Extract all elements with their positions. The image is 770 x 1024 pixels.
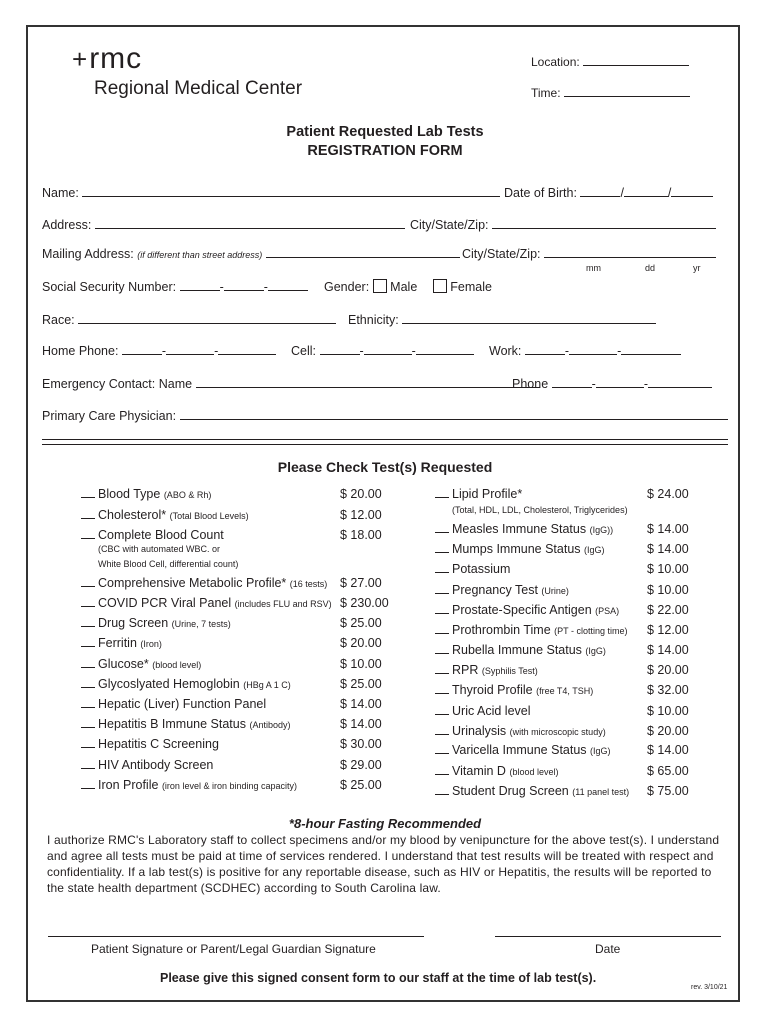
test-note: (PT - clotting time) [554, 626, 628, 636]
test-name: HIV Antibody Screen [98, 758, 214, 772]
test-price: $ 12.00 [647, 623, 689, 637]
test-checkbox-blank[interactable] [435, 603, 449, 614]
test-name: Rubella Immune Status [452, 643, 582, 657]
revision-date: rev. 3/10/21 [691, 984, 728, 991]
test-checkbox-blank[interactable] [81, 576, 95, 587]
test-name: Thyroid Profile [452, 683, 533, 697]
test-price: $ 29.00 [340, 758, 382, 772]
test-option[interactable] [435, 683, 593, 697]
emergency-phone-field[interactable]: Phone - - [512, 376, 712, 391]
test-option[interactable] [435, 542, 605, 556]
test-price: $ 27.00 [340, 576, 382, 590]
test-note: (blood level) [509, 767, 559, 777]
test-name: COVID PCR Viral Panel [98, 596, 232, 610]
test-price: $ 20.00 [340, 487, 382, 501]
test-name: Glycoslyated Hemoglobin [98, 677, 240, 691]
test-option[interactable] [435, 623, 628, 637]
test-checkbox-blank[interactable] [435, 764, 449, 775]
test-option[interactable] [435, 724, 606, 738]
female-checkbox[interactable] [433, 279, 447, 293]
test-name: Comprehensive Metabolic Profile* [98, 576, 287, 590]
test-checkbox-blank[interactable] [435, 743, 449, 754]
test-option[interactable] [435, 663, 538, 677]
test-checkbox-blank[interactable] [81, 596, 95, 607]
test-name: RPR [452, 663, 479, 677]
test-name: Uric Acid level [452, 704, 531, 718]
test-price: $ 230.00 [340, 596, 389, 610]
test-note: (IgG) [585, 646, 606, 656]
test-option[interactable] [81, 657, 201, 671]
test-checkbox-blank[interactable] [435, 542, 449, 553]
test-price: $ 32.00 [647, 683, 689, 697]
test-price: $ 22.00 [647, 603, 689, 617]
test-name: Complete Blood Count [98, 528, 224, 542]
test-price: $ 14.00 [647, 743, 689, 757]
ssn-field[interactable]: Social Security Number: - - [42, 279, 308, 294]
test-note: (11 panel test) [572, 787, 630, 797]
test-option[interactable] [435, 583, 569, 597]
test-checkbox-blank[interactable] [81, 758, 95, 769]
test-option[interactable] [435, 562, 510, 576]
test-price: $ 14.00 [647, 522, 689, 536]
test-price: $ 20.00 [647, 724, 689, 738]
test-price: $ 25.00 [340, 778, 382, 792]
test-name: Student Drug Screen [452, 784, 569, 798]
test-note: (Urine) [541, 586, 569, 596]
test-option[interactable] [81, 596, 332, 610]
test-note: (IgG)) [589, 525, 614, 535]
test-checkbox-blank[interactable] [81, 657, 95, 668]
test-name: Potassium [452, 562, 511, 576]
test-price: $ 14.00 [340, 697, 382, 711]
test-price: $ 30.00 [340, 737, 382, 751]
test-name: Prostate-Specific Antigen [452, 603, 592, 617]
gender-field: Gender: Male Female [324, 280, 492, 294]
test-price: $ 10.00 [647, 583, 689, 597]
test-name: Mumps Immune Status [452, 542, 581, 556]
test-checkbox-blank[interactable] [81, 737, 95, 748]
name-field[interactable]: Name: [42, 185, 500, 200]
cbc-note: (CBC with automated WBC. or [98, 544, 221, 554]
test-checkbox-blank[interactable] [435, 704, 449, 715]
test-name: Measles Immune Status [452, 522, 587, 536]
test-note: (includes FLU and RSV) [234, 599, 332, 609]
test-checkbox-blank[interactable] [435, 522, 449, 533]
test-option[interactable] [81, 487, 211, 501]
home-phone-field[interactable]: Home Phone: - - [42, 343, 276, 358]
test-note: (Total Blood Levels) [169, 511, 249, 521]
test-name: Blood Type [98, 487, 161, 501]
test-price: $ 14.00 [340, 717, 382, 731]
test-option[interactable] [81, 508, 249, 522]
test-price: $ 20.00 [340, 636, 382, 650]
dob-dd-label: dd [645, 263, 656, 273]
city-state-zip-field[interactable]: City/State/Zip: [410, 217, 716, 232]
test-note: (iron level & iron binding capacity) [161, 781, 298, 791]
test-name: Drug Screen [98, 616, 169, 630]
logo-subtitle: Regional Medical Center [94, 78, 303, 99]
test-option[interactable] [81, 778, 297, 792]
form-title: Patient Requested Lab Tests [286, 124, 484, 140]
work-phone-field[interactable]: Work: - - [489, 343, 681, 358]
test-note: (Iron) [140, 639, 162, 649]
test-checkbox-blank[interactable] [81, 508, 95, 519]
test-price: $ 14.00 [647, 643, 689, 657]
test-note: (Antibody) [249, 720, 291, 730]
rmc-logo: +rmc [72, 42, 143, 75]
test-checkbox-blank[interactable] [81, 528, 95, 539]
location-field[interactable]: Location: [531, 54, 689, 69]
fasting-note: *8-hour Fasting Recommended [288, 816, 482, 831]
test-name: Ferritin [98, 636, 137, 650]
cell-phone-field[interactable]: Cell: - - [291, 343, 474, 358]
test-price: $ 18.00 [340, 528, 382, 542]
lipid-note: (Total, HDL, LDL, Cholesterol, Triglycerides) [452, 505, 628, 515]
signature-label: Patient Signature or Parent/Legal Guardian Signature [91, 942, 376, 956]
ethnicity-field[interactable]: Ethnicity: [348, 312, 656, 327]
test-checkbox-blank[interactable] [435, 623, 449, 634]
test-note: (ABO & Rh) [163, 490, 212, 500]
test-option[interactable] [81, 737, 219, 751]
test-name: Prothrombin Time [452, 623, 551, 637]
test-price: $ 10.00 [340, 657, 382, 671]
consent-line: I authorize RMC's Laboratory staff to collect specimens and/or my blood by venipuncture for the above test(s). I understand [47, 833, 720, 847]
form-subtitle: REGISTRATION FORM [307, 143, 463, 159]
mailing-address-field[interactable]: Mailing Address: (if different than street address) [42, 246, 460, 261]
test-note: (free T4, TSH) [536, 686, 594, 696]
test-note: (IgG) [590, 746, 611, 756]
test-checkbox-blank[interactable] [435, 663, 449, 674]
test-checkbox-blank[interactable] [81, 636, 95, 647]
address-field[interactable]: Address: [42, 217, 405, 232]
test-note: (16 tests) [289, 579, 328, 589]
time-field[interactable]: Time: [531, 85, 690, 100]
test-option[interactable] [435, 764, 558, 778]
test-note: (PSA) [595, 606, 620, 616]
date-label: Date [595, 942, 621, 956]
test-option[interactable] [435, 643, 606, 657]
test-checkbox-blank[interactable] [81, 778, 95, 789]
test-option[interactable] [81, 576, 327, 590]
test-name: Cholesterol* [98, 508, 167, 522]
divider [42, 444, 728, 445]
test-checkbox-blank[interactable] [435, 562, 449, 573]
test-option[interactable] [81, 616, 231, 630]
test-option[interactable] [435, 603, 619, 617]
test-name: Hepatitis B Immune Status [98, 717, 246, 731]
test-checkbox-blank[interactable] [435, 784, 449, 795]
test-name: Vitamin D [452, 764, 506, 778]
test-checkbox-blank[interactable] [435, 724, 449, 735]
emergency-contact-field[interactable]: Emergency Contact: Name [42, 376, 540, 391]
test-price: $ 65.00 [647, 764, 689, 778]
test-price: $ 10.00 [647, 562, 689, 576]
test-price: $ 24.00 [647, 487, 689, 501]
test-checkbox-blank[interactable] [81, 487, 95, 498]
test-option[interactable] [435, 743, 611, 757]
race-field[interactable]: Race: [42, 312, 336, 327]
test-checkbox-blank[interactable] [435, 583, 449, 594]
test-note: (Syphilis Test) [481, 666, 538, 676]
date-line[interactable] [495, 936, 721, 937]
test-note: (HBg A 1 C) [243, 680, 291, 690]
test-note: (blood level) [152, 660, 202, 670]
cbc-note: White Blood Cell, differential count) [98, 559, 239, 569]
test-price: $ 25.00 [340, 677, 382, 691]
test-checkbox-blank[interactable] [435, 487, 449, 498]
mailing-city-state-zip-field[interactable]: City/State/Zip: [462, 246, 716, 261]
test-option[interactable] [81, 697, 266, 711]
consent-text [47, 832, 727, 896]
test-price: $ 12.00 [340, 508, 382, 522]
test-checkbox-blank[interactable] [435, 643, 449, 654]
test-price: $ 20.00 [647, 663, 689, 677]
dob-mm-label: mm [586, 263, 601, 273]
test-name: Lipid Profile* [452, 487, 523, 501]
consent-line: confidentiality. If a lab test(s) is positive for any reportable disease, such as HIV or Hepatitis, the results will be reported to [47, 865, 712, 879]
test-checkbox-blank[interactable] [81, 616, 95, 627]
test-checkbox-blank[interactable] [81, 697, 95, 708]
divider [42, 439, 728, 440]
test-price: $ 25.00 [340, 616, 382, 630]
test-option[interactable] [435, 522, 613, 536]
test-option[interactable] [81, 677, 291, 691]
physician-field[interactable]: Primary Care Physician: [42, 408, 728, 423]
test-option[interactable] [81, 636, 162, 650]
test-price: $ 14.00 [647, 542, 689, 556]
tests-heading: Please Check Test(s) Requested [277, 459, 493, 475]
test-option[interactable] [435, 704, 531, 718]
test-name: Hepatitis C Screening [98, 737, 219, 751]
dob-yr-label: yr [693, 263, 701, 273]
test-note: (Urine, 7 tests) [171, 619, 231, 629]
dob-field[interactable]: Date of Birth: / / [504, 185, 713, 200]
test-price: $ 10.00 [647, 704, 689, 718]
test-checkbox-blank[interactable] [81, 717, 95, 728]
test-price: $ 75.00 [647, 784, 689, 798]
test-name: Hepatic (Liver) Function Panel [98, 697, 267, 711]
test-option[interactable] [81, 758, 213, 772]
test-name: Varicella Immune Status [452, 743, 587, 757]
test-name: Glucose* [98, 657, 149, 671]
consent-line: the state health department (SCDHEC) according to South Carolina law. [47, 881, 441, 895]
test-option[interactable] [435, 487, 522, 501]
male-checkbox[interactable] [373, 279, 387, 293]
test-name: Iron Profile [98, 778, 159, 792]
test-option[interactable] [81, 717, 291, 731]
signature-line[interactable] [48, 936, 424, 937]
test-name: Urinalysis [452, 724, 507, 738]
footer-instruction: Please give this signed consent form to our staff at the time of lab test(s). [160, 971, 597, 985]
test-checkbox-blank[interactable] [435, 683, 449, 694]
test-option[interactable] [435, 784, 629, 798]
test-checkbox-blank[interactable] [81, 677, 95, 688]
test-note: (IgG) [584, 545, 605, 555]
test-name: Pregnancy Test [452, 583, 538, 597]
consent-line: and agree all tests must be paid at time of services rendered. I understand that test results will be treated with respect and [47, 849, 714, 863]
test-option[interactable] [81, 528, 224, 542]
test-note: (with microscopic study) [509, 727, 606, 737]
